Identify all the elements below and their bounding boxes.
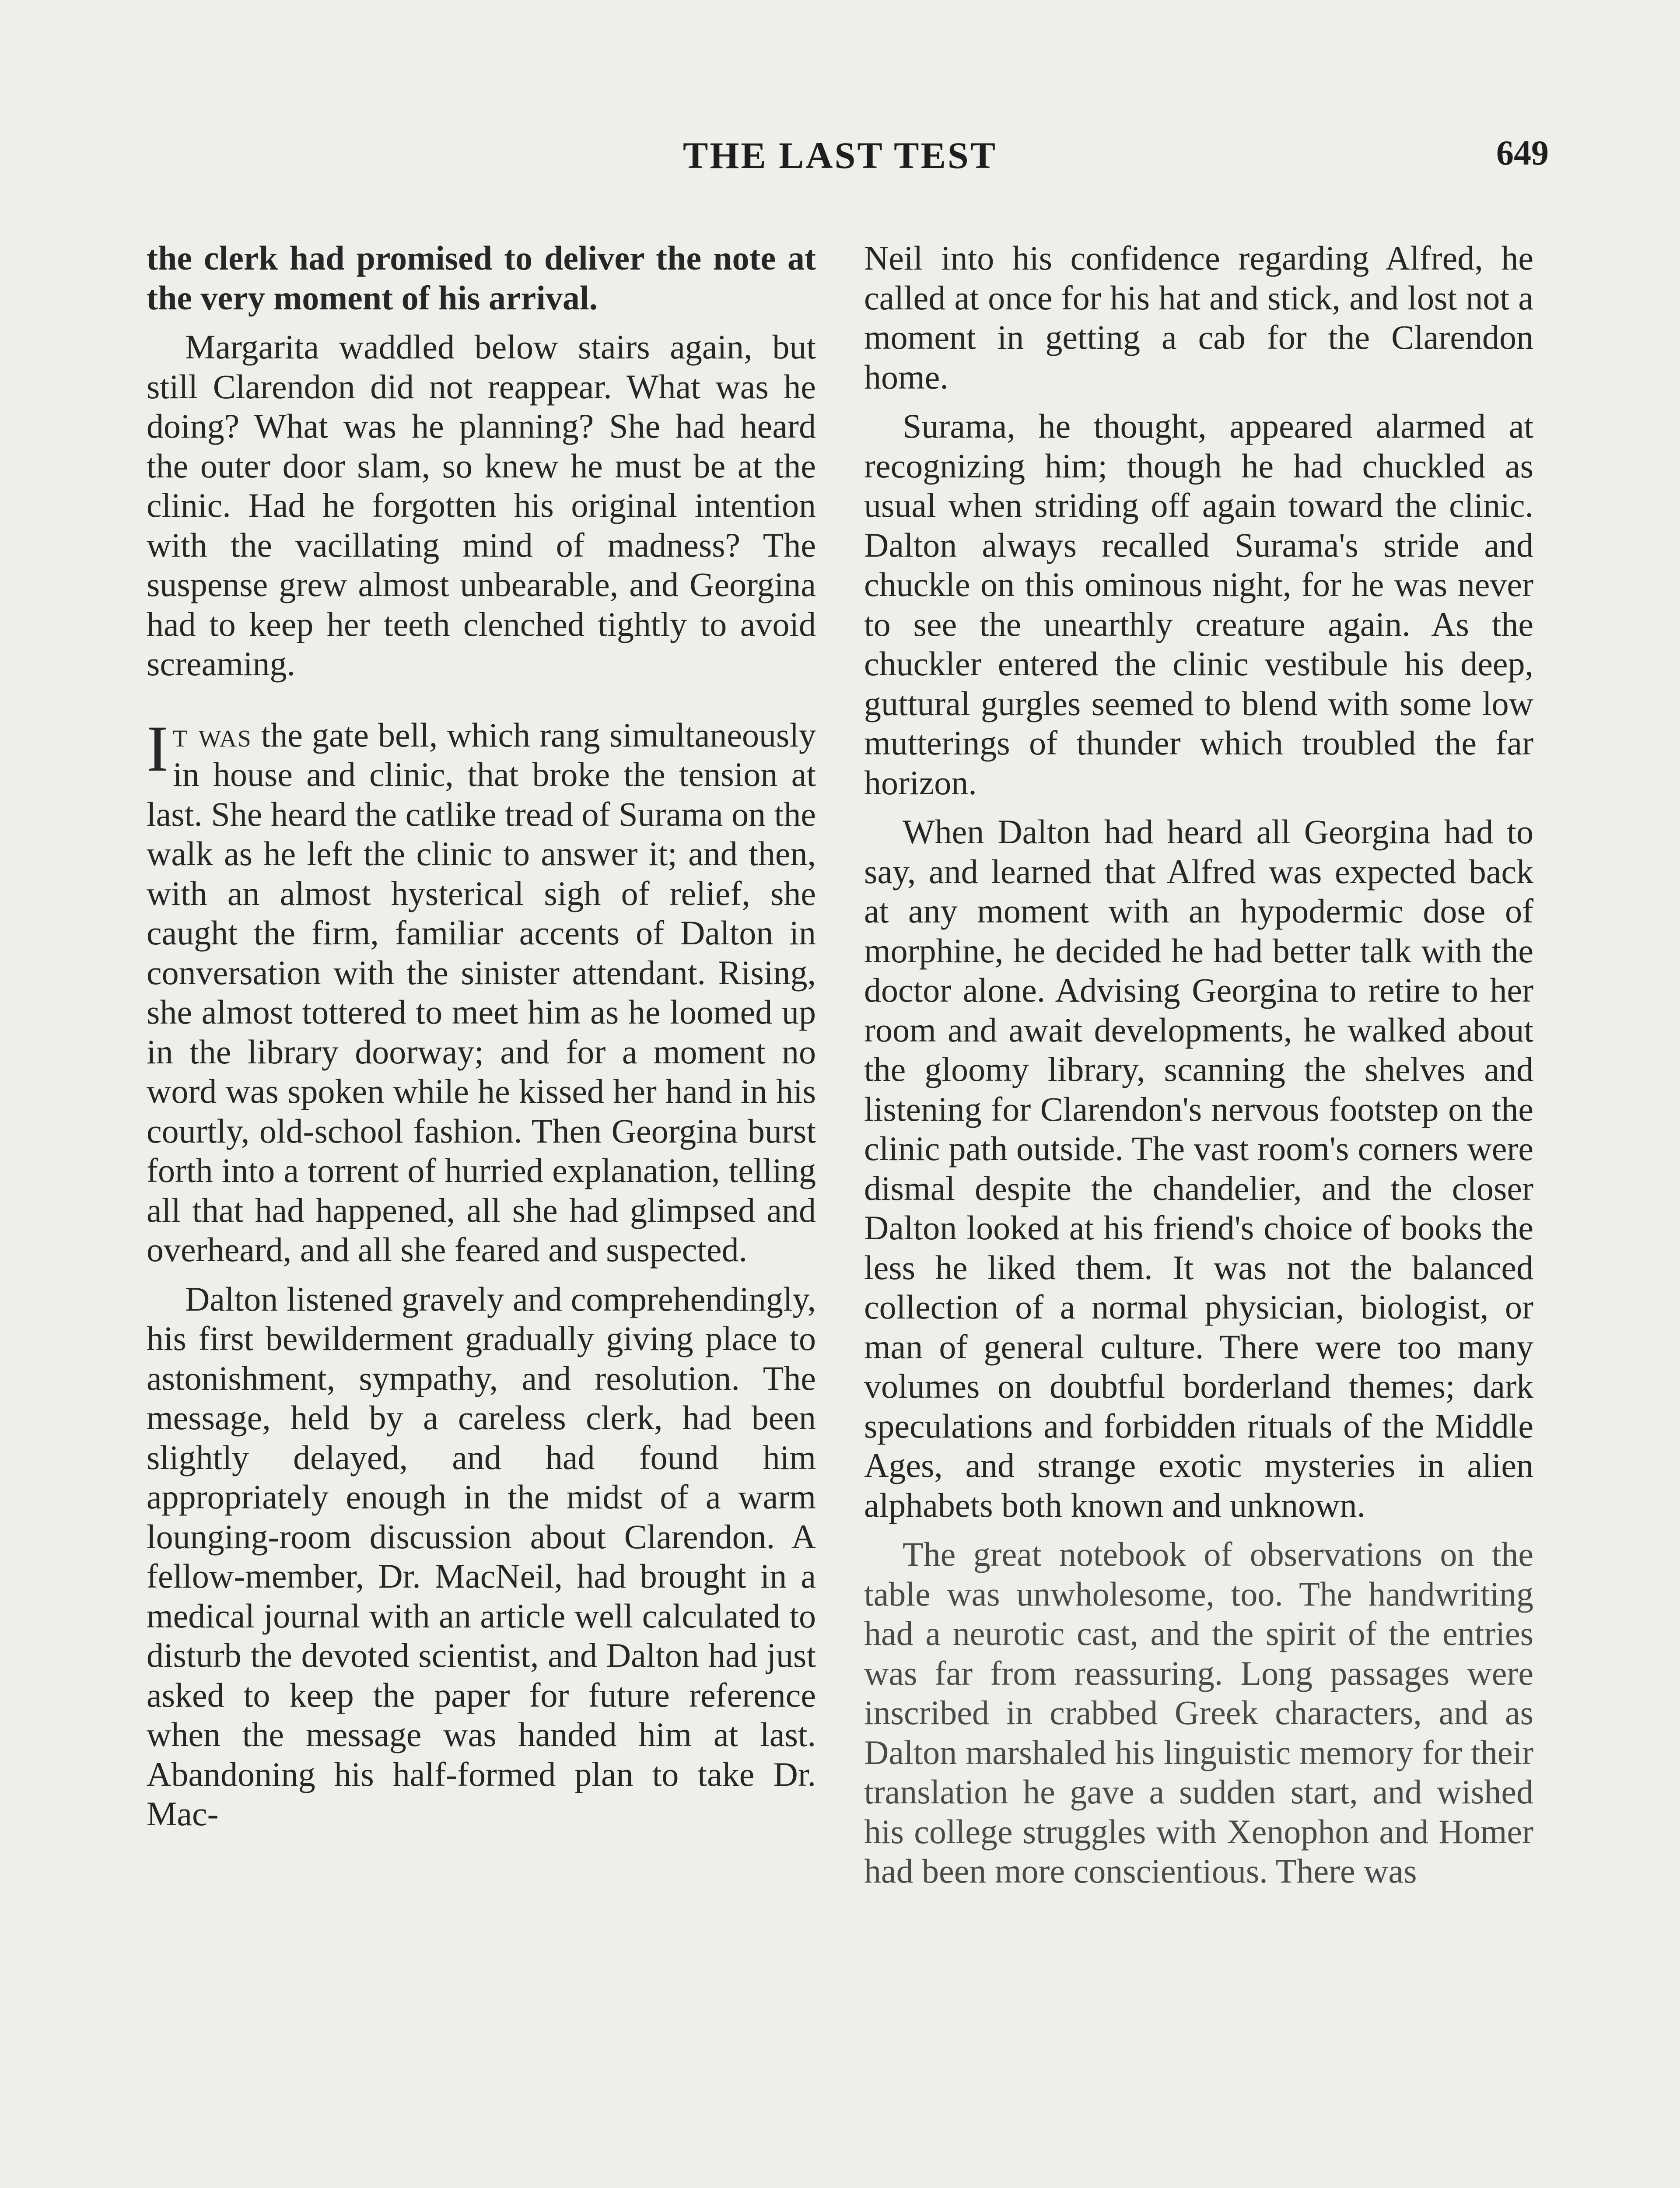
paragraph-gate-bell <box>147 712 816 1270</box>
paragraph-library: When Dalton had heard all Georgina had to say, and learned that Alfred was expected back at any moment with an hypodermic dose of morphine, he decided he had better talk with the doctor alone. Advising Georgina to retire to her room and await developments, he walked about the gloomy library, scanning the shelves and listening for Clarendon's nervous footstep on the clinic path outside. The vast room's corners were dismal despite the chandelier, and the closer Dalton looked at his friend's choice of books the less he liked them. It was not the balanced collection of a normal physician, biologist, or man of general culture. There were too many volumes on doubtful borderland themes; dark speculations and forbidden rituals of the Middle Ages, and strange exotic mysteries in alien alphabets both known and unknown. <box>864 813 1533 1524</box>
paragraph-continuation: the clerk had promised to deliver the note at the very moment of his arrival. <box>147 239 816 317</box>
paragraph-margarita: Margarita waddled below stairs again, but still Clarendon did not reappear. What was he doing? What was he planning? She had heard the outer door slam, so knew he must be at the clinic. Had he forgotten his original intention with the vacillating mind of madness? The suspense grew almost unbearable, and Georgina had to keep her teeth clenched tightly to avoid screaming. <box>147 328 816 683</box>
small-caps-lead: t was <box>172 715 252 754</box>
paragraph-dalton-listened: Dalton listened gravely and comprehendingly, his first bewilderment gradually giving place to astonishment, sympathy, and resolution. The message, held by a careless clerk, had been slightly delayed, and had found him appropriately enough in the midst of a warm lounging-room discussion about Clarendon. A fellow-member, Dr. MacNeil, had brought in a medical journal with an article well calculated to disturb the devoted scientist, and Dalton had just asked to keep the paper for future reference when the message was handed him at last. Abandoning his half-formed plan to take Dr. Mac- <box>147 1280 816 1833</box>
left-column <box>147 238 816 1844</box>
running-title: THE LAST TEST <box>682 134 998 176</box>
section-break <box>147 694 816 715</box>
paragraph-surama: Surama, he thought, appeared alarmed at recognizing him; though he had chuckled as usual when striding off again toward the clinic. Dalton always recalled Surama's stride and chuckle on this ominous night, for he was never to see the unearthly creature again. As the chuckler entered the clinic vestibule his deep, guttural gurgles seemed to blend with some low mutterings of thunder which troubled the far horizon. <box>864 407 1533 802</box>
paragraph-gate-bell-text: the gate bell, which rang simultaneously in house and clinic, that broke the tension at last. She heard the catlike tread of Surama on the walk as he left the clinic to answer it; and then, with an almost hysterical sigh of relief, she caught the firm, familiar accents of Dalton in conversation with the sinister attendant. Rising, she almost tottered to meet him as he loomed up in the library doorway; and for a moment no word was spoken while he kissed her hand in his courtly, old-school fashion. Then Georgina burst forth into a torrent of hurried explanation, telling all that had happened, all she had glimpsed and overheard, and all she feared and suspected. <box>147 715 816 1269</box>
paragraph-notebook: The great notebook of observations on the table was unwholesome, too. The handwriting had a neurotic cast, and the spirit of the entries was far from reassuring. Long passages were inscribed in crabbed Greek characters, and as Dalton marshaled his linguistic memory for their translation he gave a sudden start, and wished his college struggles with Xenophon and Homer had been more conscientious. There was <box>864 1535 1533 1890</box>
paragraph-continuation-right: Neil into his confidence regarding Alfred, he called at once for his hat and stick, and lost not a moment in getting a cab for the Clarendon home. <box>864 239 1533 396</box>
page-number: 649 <box>1496 134 1549 172</box>
right-column <box>864 238 1533 1901</box>
drop-initial: I <box>147 712 168 785</box>
page-header <box>131 133 1549 195</box>
